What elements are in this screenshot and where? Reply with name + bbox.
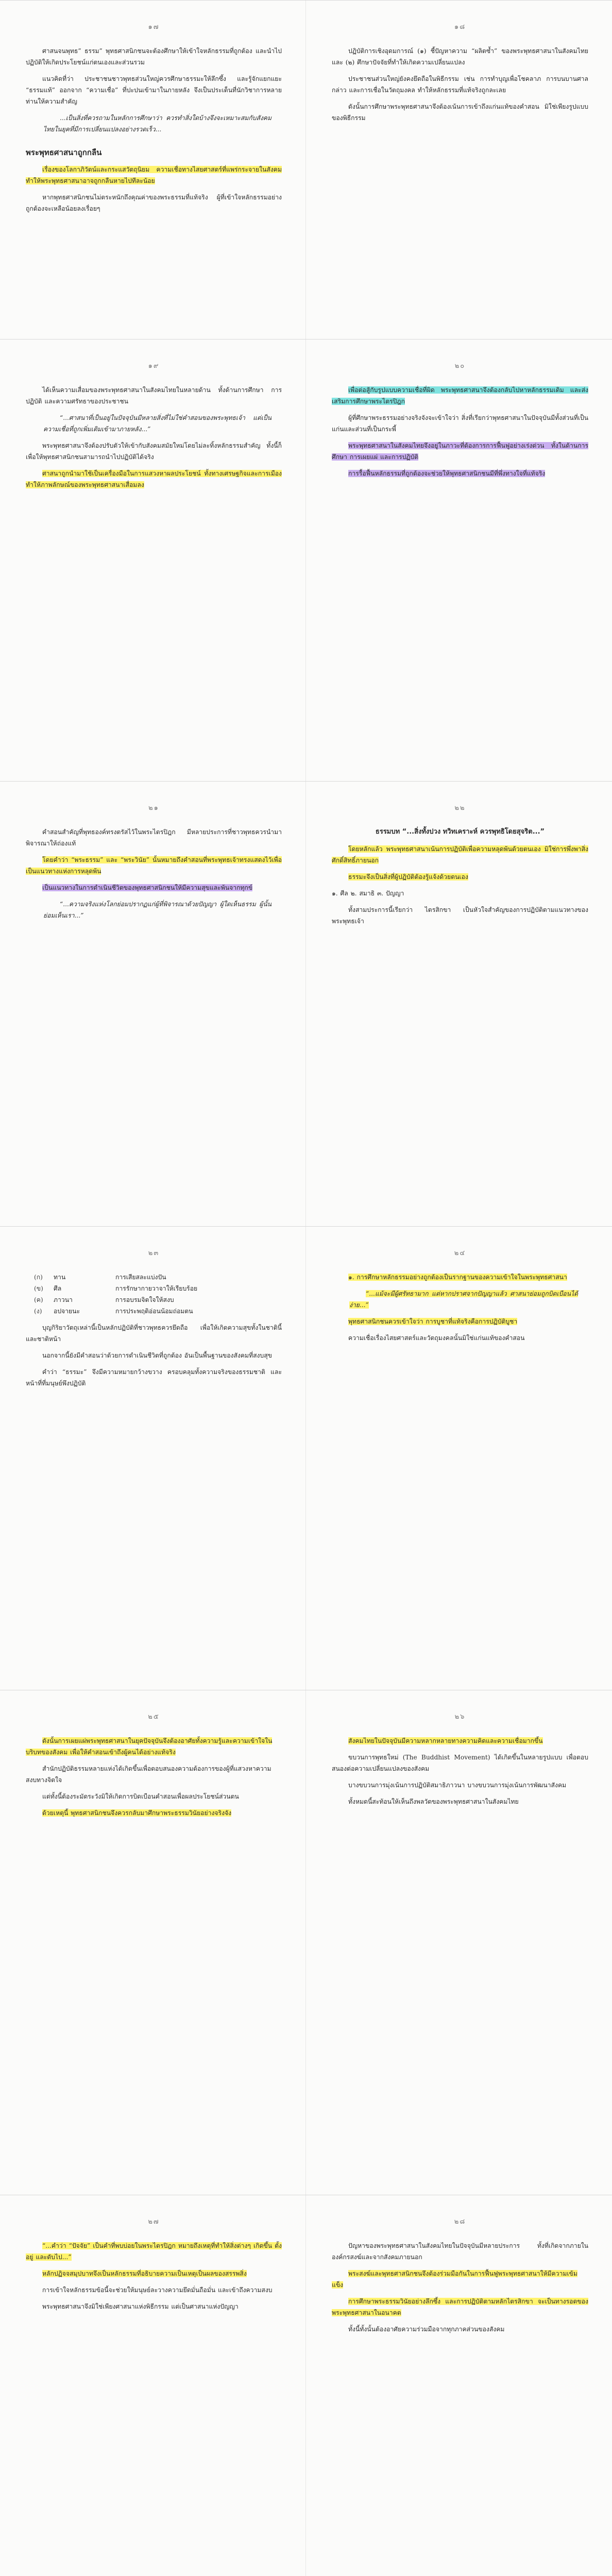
paragraph: แต่ทั้งนี้ต้องระมัดระวังมิให้เกิดการบิดเบือนคำสอนเพื่อผลประโยชน์ส่วนตน bbox=[42, 1793, 239, 1800]
page-left-4 bbox=[0, 1227, 306, 1690]
highlighted-text: หลักปฏิจจสมุปบาทจึงเป็นหลักธรรมที่อธิบายความเป็นเหตุเป็นผลของสรรพสิ่ง bbox=[42, 2270, 247, 2277]
page-number: ๒๗ bbox=[148, 2218, 160, 2226]
list-key: (ค) bbox=[34, 1296, 43, 1303]
paragraph: พระพุทธศาสนาจึงมิใช่เพียงศาสนาแห่งพิธีกรรม แต่เป็นศาสนาแห่งปัญญา bbox=[42, 2303, 239, 2310]
page-left-5 bbox=[0, 1690, 306, 2195]
highlighted-text: เรื่องของโลกาภิวัตน์และกระแสวัตถุนิยม ความเชื่อทางไสยศาสตร์ที่แพร่กระจายในสังคม ทำให้พระพุทธศาสนาอาจถูกกลืนหายไปทีละน้อย bbox=[26, 166, 282, 184]
sheet-1 bbox=[0, 0, 612, 340]
highlighted-text: โดยหลักแล้ว พระพุทธศาสนาเน้นการปฏิบัติเพื่อความหลุดพ้นด้วยตนเอง มิใช่การพึ่งพาสิ่งศักดิ์สิทธิ์ภายนอก bbox=[332, 845, 588, 864]
page-number: ๒๖ bbox=[454, 1713, 466, 1721]
paragraph: ทั้งสามประการนี้เรียกว่า ไตรสิกขา เป็นหัวใจสำคัญของการปฏิบัติตามแนวทางของพระพุทธเจ้า bbox=[332, 906, 588, 925]
list-term: ภาวนา bbox=[54, 1296, 73, 1303]
quote-paragraph: “...ศาสนาที่เป็นอยู่ในปัจจุบันมีหลายสิ่งที่ไม่ใช่คำสอนของพระพุทธเจ้า แต่เป็นความเชื่อที่ถูกเพิ่มเติมเข้ามาภายหลัง...” bbox=[43, 414, 271, 433]
page-right-6 bbox=[306, 2195, 612, 2576]
highlighted-text: ๑. การศึกษาหลักธรรมอย่างถูกต้องเป็นรากฐานของความเข้าใจในพระพุทธศาสนา bbox=[348, 1274, 567, 1281]
page-right-5 bbox=[306, 1690, 612, 2195]
highlighted-text: ดังนั้นการเผยแผ่พระพุทธศาสนาในยุคปัจจุบันจึงต้องอาศัยทั้งความรู้และความเข้าใจในบริบทของสังคม เพื่อให้คำสอนเข้าถึงผู้คนได้อย่างแท้จริง bbox=[26, 1737, 273, 1756]
page-number: ๒๘ bbox=[454, 2218, 466, 2226]
paragraph: แนวคิดที่ว่า ประชาชนชาวพุทธส่วนใหญ่ควรศึกษาธรรมะให้ลึกซึ้ง และรู้จักแยกแยะ “ธรรมแท้” ออกจาก “ความเชื่อ” ที่ปะปนเข้ามาในภายหลัง จึงเป็นประเด็นที่นักวิชาการหลายท่านให้ความสำคัญ bbox=[26, 75, 282, 105]
paragraph: ปฏิบัติการเชิงอุดมการณ์ (๑) ชี้ปัญหาความ “ผลิตซ้ำ” ของพระพุทธศาสนาในสังคมไทย และ (๒) ศึกษาปัจจัยที่ทำให้เกิดความเปลี่ยนแปลง bbox=[332, 47, 588, 66]
paragraph: สำนักปฏิบัติธรรมหลายแห่งได้เกิดขึ้นเพื่อตอบสนองความต้องการของผู้ที่แสวงหาความสงบทางจิตใจ bbox=[26, 1765, 271, 1784]
paragraph: ดังนั้นการศึกษาพระพุทธศาสนาจึงต้องเน้นการเข้าถึงแก่นแท้ของคำสอน มิใช่เพียงรูปแบบของพิธีกรรม bbox=[332, 103, 588, 122]
paragraph: ๑. ศีล ๒. สมาธิ ๓. ปัญญา bbox=[332, 890, 404, 897]
page-number: ๑๘ bbox=[454, 23, 466, 31]
page-number: ๒๕ bbox=[148, 1713, 160, 1721]
merit-list bbox=[34, 1272, 282, 1317]
highlighted-text: ศาสนาถูกนำมาใช้เป็นเครื่องมือในการแสวงหาผลประโยชน์ ทั้งทางเศรษฐกิจและการเมือง ทำให้ภาพลักษณ์ของพระพุทธศาสนาเสื่อมลง bbox=[26, 470, 282, 488]
list-term: ทาน bbox=[54, 1274, 66, 1281]
list-term: ศีล bbox=[54, 1285, 62, 1292]
paragraph: บางขบวนการมุ่งเน้นการปฏิบัติสมาธิภาวนา บางขบวนการมุ่งเน้นการพัฒนาสังคม bbox=[348, 1782, 567, 1789]
sheet-4 bbox=[0, 1226, 612, 1690]
highlighted-text: พระพุทธศาสนาในสังคมไทยจึงอยู่ในภาวะที่ต้องการการฟื้นฟูอย่างเร่งด่วน ทั้งในด้านการศึกษา การเผยแผ่ และการปฏิบัติ bbox=[332, 442, 588, 461]
highlighted-text: สังคมไทยในปัจจุบันมีความหลากหลายทางความคิดและความเชื่อมากขึ้น bbox=[348, 1737, 543, 1744]
page-left-6 bbox=[0, 2195, 306, 2576]
highlighted-text: การรื้อฟื้นหลักธรรมที่ถูกต้องจะช่วยให้พุทธศาสนิกชนมีที่พึ่งทางใจที่แท้จริง bbox=[348, 470, 546, 477]
page-left-2 bbox=[0, 340, 306, 782]
paragraph: ทั้งหมดนี้สะท้อนให้เห็นถึงพลวัตของพระพุทธศาสนาในสังคมไทย bbox=[348, 1798, 519, 1805]
list-definition: การอบรมจิตใจให้สงบ bbox=[115, 1296, 174, 1303]
paragraph: ทั้งนี้ทั้งนั้นต้องอาศัยความร่วมมือจากทุกภาคส่วนของสังคม bbox=[348, 2326, 505, 2333]
paragraph: พระพุทธศาสนาจึงต้องปรับตัวให้เข้ากับสังคมสมัยใหม่โดยไม่ละทิ้งหลักธรรมสำคัญ ทั้งนี้ก็เพื่อให้พุทธศาสนิกชนสามารถนำไปปฏิบัติได้จริง bbox=[26, 442, 282, 461]
list-item bbox=[34, 1272, 282, 1283]
highlighted-text: ด้วยเหตุนี้ พุทธศาสนิกชนจึงควรกลับมาศึกษาพระธรรมวินัยอย่างจริงจัง bbox=[42, 1809, 232, 1817]
highlighted-text: การศึกษาพระธรรมวินัยอย่างลึกซึ้ง และการปฏิบัติตามหลักไตรสิกขา จะเป็นทางรอดของพระพุทธศาสนาในอนาคต bbox=[332, 2298, 588, 2316]
section-heading: พระพุทธศาสนาถูกกลืน bbox=[26, 148, 102, 157]
section-subheading: ธรรมบท “...สิ่งทั้งปวง ทวิทเคราะห์ ควรพุทธิโดยสุจริต...” bbox=[375, 828, 545, 836]
paragraph: ผู้ที่ศึกษาพระธรรมอย่างจริงจังจะเข้าใจว่า สิ่งที่เรียกว่าพุทธศาสนาในปัจจุบันมีทั้งส่วนที่เป็นแก่นและส่วนที่เป็นกระพี้ bbox=[332, 414, 588, 433]
list-key: (ก) bbox=[34, 1274, 43, 1281]
highlighted-text: พุทธศาสนิกชนควรเข้าใจว่า การบูชาที่แท้จริงคือการปฏิบัติบูชา bbox=[348, 1318, 518, 1325]
paragraph: การเข้าใจหลักธรรมข้อนี้จะช่วยให้มนุษย์ละวางความยึดมั่นถือมั่น และเข้าถึงความสงบ bbox=[42, 2286, 273, 2294]
page-number: ๒๒ bbox=[454, 804, 466, 812]
highlighted-text: “...คำว่า “ปัจจัย” เป็นคำที่พบบ่อยในพระไตรปิฎก หมายถึงเหตุที่ทำให้สิ่งต่างๆ เกิดขึ้น ตั้งอยู่ และดับไป...” bbox=[26, 2242, 282, 2261]
sheet-2 bbox=[0, 339, 612, 782]
paragraph: ปัญหาของพระพุทธศาสนาในสังคมไทยในปัจจุบันมีหลายประการ ทั้งที่เกิดจากภายในองค์กรสงฆ์และจากสังคมภายนอก bbox=[332, 2242, 588, 2261]
highlighted-text: ธรรมะจึงเป็นสิ่งที่ผู้ปฏิบัติต้องรู้แจ้งด้วยตนเอง bbox=[348, 873, 468, 880]
sheet-3 bbox=[0, 781, 612, 1227]
paragraph: บุญกิริยาวัตถุเหล่านี้เป็นหลักปฏิบัติที่ชาวพุทธควรยึดถือ เพื่อให้เกิดความสุขทั้งในชาตินี้และชาติหน้า bbox=[26, 1324, 282, 1343]
list-definition: การรักษากายวาจาให้เรียบร้อย bbox=[115, 1285, 198, 1292]
page-number: ๒๓ bbox=[148, 1249, 160, 1257]
sheet-6 bbox=[0, 2195, 612, 2576]
paragraph: ขบวนการพุทธใหม่ (The Buddhist Movement) ได้เกิดขึ้นในหลายรูปแบบ เพื่อตอบสนองต่อความเปลี่ยนแปลงของสังคม bbox=[332, 1754, 588, 1772]
page-right-1 bbox=[306, 1, 612, 340]
page-right-3 bbox=[306, 782, 612, 1227]
list-item bbox=[34, 1283, 282, 1294]
page-left-3 bbox=[0, 782, 306, 1227]
sheet-5 bbox=[0, 1690, 612, 2195]
highlighted-text: โดยคำว่า “พระธรรม” และ “พระวินัย” นั้นหมายถึงคำสอนที่พระพุทธเจ้าทรงแสดงไว้เพื่อเป็นแนวทางแห่งการหลุดพ้น bbox=[26, 856, 282, 875]
paragraph: หากพุทธศาสนิกชนไม่ตระหนักถึงคุณค่าของพระธรรมที่แท้จริง ผู้ที่เข้าใจหลักธรรมอย่างถูกต้องจะเหลือน้อยลงเรื่อยๆ bbox=[26, 194, 282, 212]
list-definition: การประพฤติอ่อนน้อมถ่อมตน bbox=[115, 1308, 193, 1315]
paragraph: ประชาชนส่วนใหญ่ยังคงยึดถือในพิธีกรรม เช่น การทำบุญเพื่อโชคลาภ การบนบานศาลกล่าว และการเชื่อในวัตถุมงคล ทำให้หลักธรรมที่แท้จริงถูกละเลย bbox=[332, 75, 588, 94]
paragraph: คำสอนสำคัญที่พุทธองค์ทรงตรัสไว้ในพระไตรปิฎก มีหลายประการที่ชาวพุทธควรนำมาพิจารณาให้ถ่องแท้ bbox=[26, 828, 282, 847]
page-left-1 bbox=[0, 1, 306, 340]
list-key: (ง) bbox=[34, 1308, 42, 1315]
highlighted-text: “...แม้จะมีผู้ศรัทธามาก แต่หากปราศจากปัญญาแล้ว ศาสนาย่อมถูกบิดเบือนได้ง่าย...” bbox=[349, 1290, 578, 1309]
paragraph: ได้เห็นความเสื่อมของพระพุทธศาสนาในสังคมไทยในหลายด้าน ทั้งด้านการศึกษา การปฏิบัติ และความศรัทธาของประชาชน bbox=[26, 386, 282, 405]
page-number: ๒๑ bbox=[148, 804, 159, 812]
page-number: ๒๔ bbox=[454, 1249, 466, 1257]
list-item bbox=[34, 1306, 282, 1317]
quote-paragraph: ...เป็นสิ่งที่ควรถามในหลักการศึกษาว่า ควรทำสิ่งใดบ้างจึงจะเหมาะสมกับสังคมไทยในยุคที่มีการเปลี่ยนแปลงอย่างรวดเร็ว... bbox=[43, 114, 271, 133]
page-number: ๑๙ bbox=[148, 362, 160, 370]
paragraph: ศาสนจนพุทธ” ธรรม” พุทธศาสนิกชนจะต้องศึกษาให้เข้าใจหลักธรรมที่ถูกต้อง และนำไปปฏิบัติให้เกิดประโยชน์แก่ตนเองและส่วนรวม bbox=[26, 47, 282, 66]
list-key: (ข) bbox=[34, 1285, 43, 1292]
page-right-4 bbox=[306, 1227, 612, 1690]
highlighted-text: เป็นแนวทางในการดำเนินชีวิตของพุทธศาสนิกชนให้มีความสุขและพ้นจากทุกข์ bbox=[42, 884, 253, 891]
highlighted-text: เพื่อต่อสู้กับรูปแบบความเชื่อที่ผิด พระพุทธศาสนาจึงต้องกลับไปหาหลักธรรมเดิม และส่งเสริมการศึกษาพระไตรปิฎก bbox=[332, 386, 588, 405]
paragraph: คำว่า “ธรรมะ” จึงมีความหมายกว้างขวาง ครอบคลุมทั้งความจริงของธรรมชาติ และหน้าที่ที่มนุษย์พึงปฏิบัติ bbox=[26, 1368, 282, 1387]
page-number: ๒๐ bbox=[454, 362, 466, 370]
paragraph: ความเชื่อเรื่องไสยศาสตร์และวัตถุมงคลนั้นมิใช่แก่นแท้ของคำสอน bbox=[348, 1334, 525, 1342]
list-definition: การเสียสละแบ่งปัน bbox=[115, 1274, 166, 1281]
list-term: อปจายนะ bbox=[54, 1308, 80, 1315]
paragraph: นอกจากนี้ยังมีคำสอนว่าด้วยการดำเนินชีวิตที่ถูกต้อง อันเป็นพื้นฐานของสังคมที่สงบสุข bbox=[42, 1352, 273, 1359]
list-item bbox=[34, 1294, 282, 1306]
highlighted-text: พระสงฆ์และพุทธศาสนิกชนจึงต้องร่วมมือกันในการฟื้นฟูพระพุทธศาสนาให้มีความเข้มแข็ง bbox=[332, 2270, 577, 2289]
quote-paragraph: “...ความจริงแห่งโลกย่อมปรากฏแก่ผู้ที่พิจารณาด้วยปัญญา ผู้ใดเห็นธรรม ผู้นั้นย่อมเห็นเรา...” bbox=[43, 901, 271, 919]
page-right-2 bbox=[306, 340, 612, 782]
page-number: ๑๗ bbox=[148, 23, 160, 31]
